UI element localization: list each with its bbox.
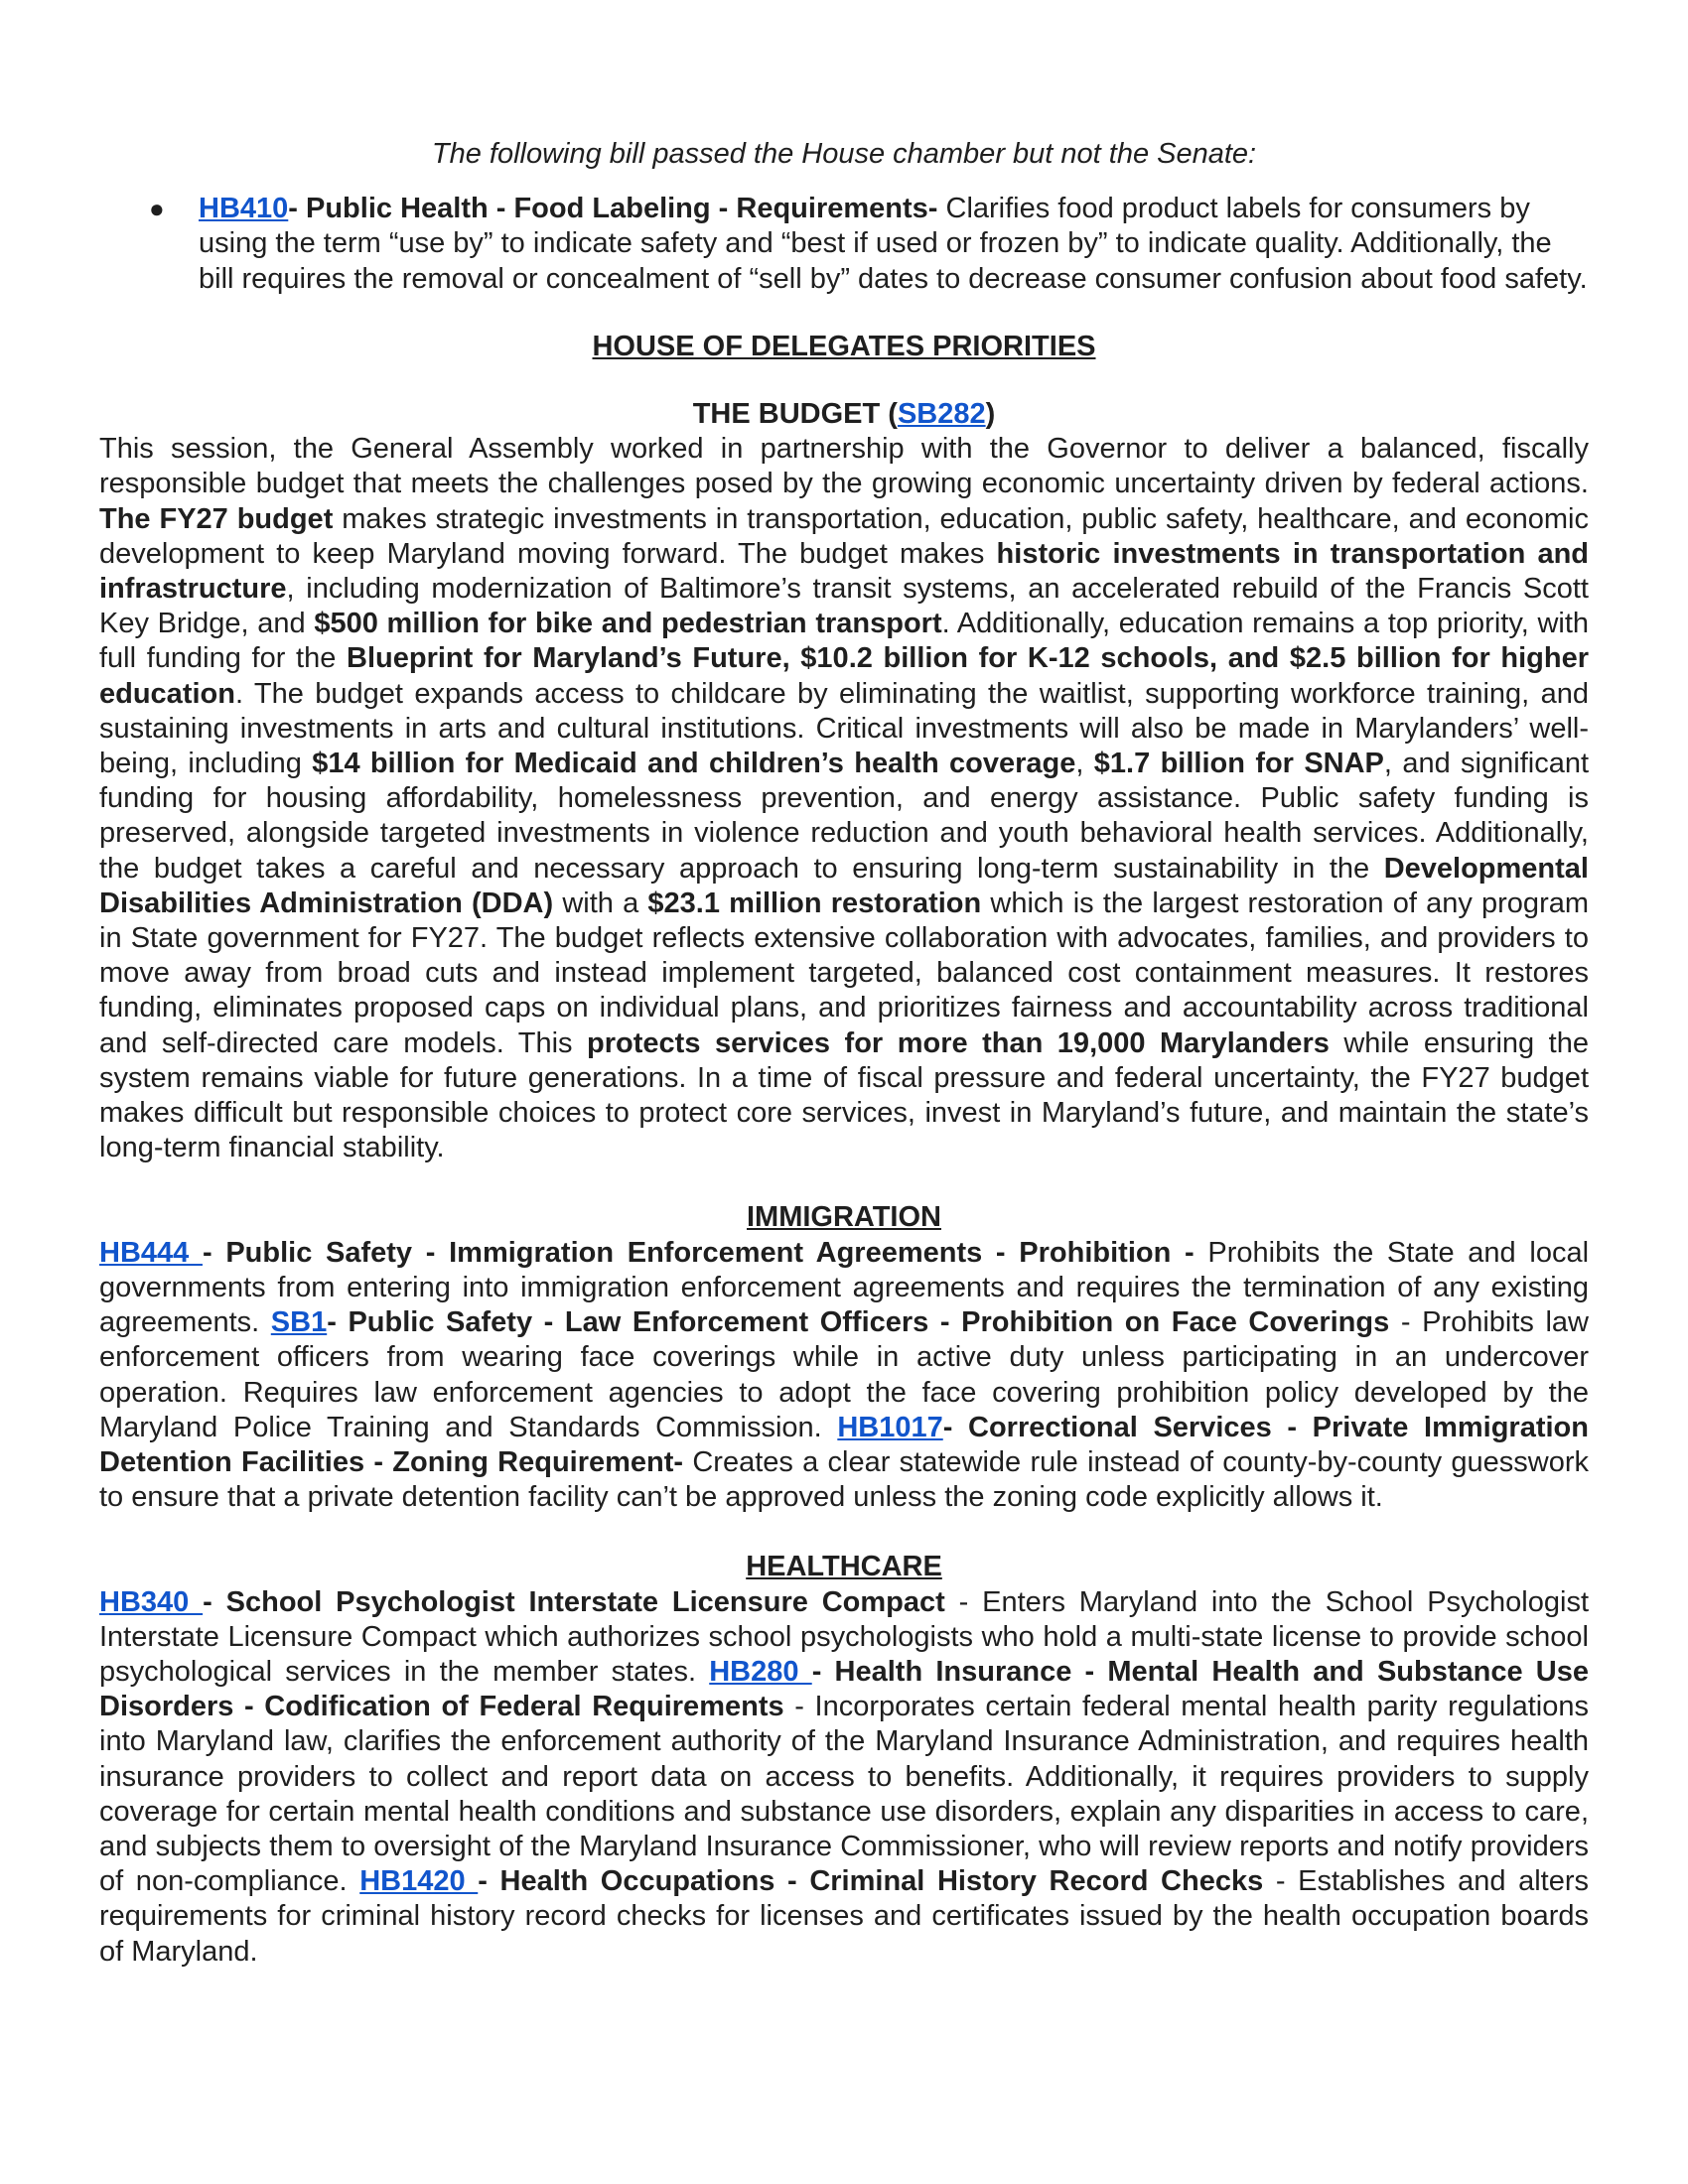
bill-description-hb1017: Creates a clear statewide rule instead of county-by-county guesswork to ensure that a private detention facility can’t be approved unless the zoning code explicitly allows it. xyxy=(99,1445,1589,1514)
bill-title-hb340: - School Psychologist Interstate Licensure Compact xyxy=(203,1585,945,1618)
budget-text: This session, the General Assembly worked in partnership with the Governor to deliver a balanced, fiscally responsible budget that meets the challenges posed by the growing economic uncertainty driven by federal actions. xyxy=(99,433,1589,500)
bill-description-hb280: - Incorporates certain federal mental health parity regulations into Maryland law, clarifies the enforcement authority of the Maryland Insurance Administration, and requires health insurance providers to collect and report data on access to benefits. Additionally, it requires providers to supply coverage for certain mental health conditions and substance use disorders, explain any disparities in access to care, and subjects them to oversight of the Maryland Insurance Commissioner, who will review reports and notify providers of non-compliance. xyxy=(99,1691,1589,1898)
budget-heading-prefix: THE BUDGET ( xyxy=(692,398,898,431)
section-heading-immigration: IMMIGRATION xyxy=(747,1201,941,1234)
bill-title-hb444: - Public Safety - Immigration Enforcement Agreements - Prohibition - xyxy=(202,1236,1195,1269)
budget-highlight: $14 billion for Medicaid and children’s health coverage xyxy=(312,748,1076,780)
budget-paragraph xyxy=(99,432,1589,1165)
budget-text: which is the largest restoration of any program in State government for FY27. The budget reflects extensive collaboration with advocates, families, and providers to move away from broad cuts and instead implement targeted, balanced cost containment measures. It restores funding, eliminates proposed caps on individual plans, and prioritizes fairness and accountability across traditional and self-directed care models. This xyxy=(99,887,1590,1059)
budget-text: . The budget expands access to childcare by eliminating the waitlist, supporting workforce training, and sustaining investments in arts and cultural institutions. Critical investments will also be made in Marylanders’ well-being, including xyxy=(99,677,1589,780)
bill-link-hb280[interactable]: HB280 xyxy=(709,1655,812,1688)
budget-highlight: $1.7 billion for SNAP xyxy=(1093,748,1384,780)
bill-description-hb410: Clarifies food product labels for consumers by using the term “use by” to indicate safety and “best if used or frozen by” to indicate quality. Additionally, the bill requires the removal or concealment of “sell by” dates to decrease consumer confusion about food safety. xyxy=(199,193,1588,295)
budget-text: while ensuring the system remains viable for future generations. In a time of fiscal pressure and federal uncertainty, the FY27 budget makes difficult but responsible choices to protect core services, invest in Maryland’s future, and maintain the state’s long-term financial stability. xyxy=(99,1026,1589,1164)
bill-link-hb1420[interactable]: HB1420 xyxy=(359,1865,479,1898)
section-heading-house-priorities: HOUSE OF DELEGATES PRIORITIES xyxy=(592,330,1096,362)
budget-highlight: historic investments in transportation and infrastructure xyxy=(99,537,1589,606)
bill-description-hb444: Prohibits the State and local governments from entering into immigration enforcement agreements and requires the termination of any existing agreements. xyxy=(99,1236,1590,1339)
bill-title-sb1: - Public Safety - Law Enforcement Officers - Prohibition on Face Coverings xyxy=(327,1306,1390,1339)
bill-title-hb1017: - Correctional Services - Private Immigration Detention Facilities - Zoning Requirement- xyxy=(99,1411,1589,1478)
list-item xyxy=(149,192,1589,297)
immigration-paragraph xyxy=(99,1236,1589,1516)
budget-highlight: protects services for more than 19,000 Marylanders xyxy=(587,1026,1330,1059)
budget-heading-suffix: ) xyxy=(985,398,996,431)
budget-text: , and significant funding for housing affordability, homelessness prevention, and energy assistance. Public safety funding is preserved, alongside targeted investments in violence reduction and youth behavioral health services. Additionally, the budget takes a careful and necessary approach to ensuring long-term sustainability in the xyxy=(99,748,1590,885)
budget-highlight: Blueprint for Maryland’s Future, $10.2 billion for K-12 schools, and $2.5 billion for higher education xyxy=(99,642,1590,710)
bill-title-hb1420: - Health Occupations - Criminal History Record Checks xyxy=(478,1865,1264,1898)
bill-description-hb340: - Enters Maryland into the School Psychologist Interstate Licensure Compact which authorizes school psychologists who hold a multi-state license to provide school psychological services in the member states. xyxy=(99,1585,1590,1688)
bill-link-hb1017[interactable]: HB1017 xyxy=(837,1411,943,1443)
budget-text: , xyxy=(1075,748,1094,780)
budget-text: , including modernization of Baltimore’s transit systems, an accelerated rebuild of the Francis Scott Key Bridge, and xyxy=(99,573,1589,640)
intro-line: The following bill passed the House chamber but not the Senate: xyxy=(431,138,1257,170)
document-page xyxy=(99,137,1589,1970)
budget-heading xyxy=(99,397,1589,432)
bill-title-hb280: - Health Insurance - Mental Health and Substance Use Disorders - Codification of Federal Requirements xyxy=(99,1655,1589,1723)
bullet-icon: ● xyxy=(149,194,165,224)
budget-text: . Additionally, education remains a top priority, with full funding for the xyxy=(99,608,1590,675)
bill-link-sb1[interactable]: SB1 xyxy=(270,1306,328,1339)
budget-highlight: $23.1 million restoration xyxy=(647,887,982,919)
bill-link-hb444[interactable]: HB444 xyxy=(99,1236,203,1269)
budget-highlight: Developmental Disabilities Administration (DDA) xyxy=(99,852,1589,919)
budget-text: makes strategic investments in transportation, education, public safety, healthcare, and economic development to keep Maryland moving forward. The budget makes xyxy=(99,502,1589,570)
budget-text: with a xyxy=(553,887,648,919)
house-only-bill-list xyxy=(99,192,1589,297)
bill-title-hb410: - Public Health - Food Labeling - Requirements- xyxy=(288,193,938,225)
budget-highlight: The FY27 budget xyxy=(99,502,334,535)
section-heading-healthcare: HEALTHCARE xyxy=(746,1551,942,1583)
budget-highlight: $500 million for bike and pedestrian transport xyxy=(314,608,942,640)
bill-link-hb340[interactable]: HB340 xyxy=(99,1585,204,1618)
bill-description-sb1: - Prohibits law enforcement officers from wearing face coverings while in active duty unless participating in an undercover operation. Requires law enforcement agencies to adopt the face covering prohibition policy developed by the Maryland Police Training and Standards Commission. xyxy=(99,1306,1589,1443)
bill-link-sb282[interactable]: SB282 xyxy=(897,398,986,431)
bill-description-hb1420: - Establishes and alters requirements for criminal history record checks for licenses and certificates issued by the health occupation boards of Maryland. xyxy=(99,1865,1589,1968)
bill-link-hb410[interactable]: HB410 xyxy=(199,193,289,225)
healthcare-paragraph xyxy=(99,1585,1589,1970)
